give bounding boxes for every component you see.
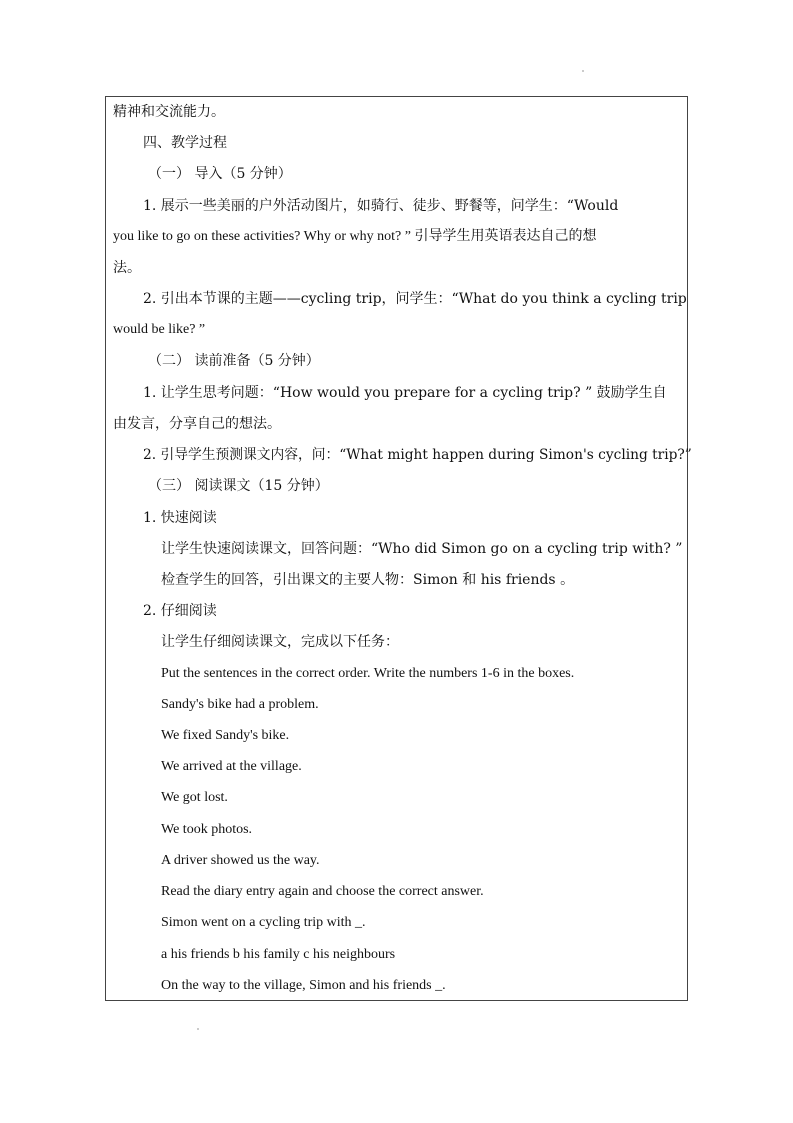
subheading-careful-reading: 2. 仔细阅读 <box>143 603 217 619</box>
subheading-lead-in: （一） 导入（5 分钟） <box>148 166 292 182</box>
text-line-11: 由发言，分享自己的想法。 <box>113 416 281 432</box>
task-sentence-4: We got lost. <box>161 790 228 805</box>
task-sentence-2: We fixed Sandy's bike. <box>161 728 290 743</box>
text-line-10: 1. 让学生思考问题：“How would you prepare for a cycling trip? ” 鼓励学生自 <box>143 385 667 401</box>
subheading-reading: （三） 阅读课文（15 分钟） <box>148 478 329 494</box>
task-sentence-5: We took photos. <box>161 822 253 837</box>
text-line-18: 让学生仔细阅读课文，完成以下任务： <box>161 634 399 650</box>
text-line-16: 检查学生的回答，引出课文的主要人物：Simon 和 his friends 。 <box>161 572 575 588</box>
text-line-5: you like to go on these activities? Why or why not? ” 引导学生用英语表达自己的想 <box>113 229 597 244</box>
text-line-6: 法。 <box>113 260 141 276</box>
subheading-fast-reading: 1. 快速阅读 <box>143 510 217 526</box>
task-instruction-order: Put the sentences in the correct order. Write the numbers 1-6 in the boxes. <box>161 666 575 681</box>
scan-speck <box>582 70 584 72</box>
text-line-4: 1. 展示一些美丽的户外活动图片，如骑行、徒步、野餐等，问学生：“Would <box>143 198 619 214</box>
text-line-15: 让学生快速阅读课文，回答问题：“Who did Simon go on a cycling trip with? ” <box>161 541 683 557</box>
question-2: On the way to the village, Simon and his friends _. <box>161 978 446 993</box>
task-sentence-1: Sandy's bike had a problem. <box>161 697 319 712</box>
text-line-8: would be like? ” <box>113 322 206 337</box>
task-sentence-6: A driver showed us the way. <box>161 853 320 868</box>
section-heading-teaching-process: 四、教学过程 <box>143 135 227 151</box>
question-1: Simon went on a cycling trip with _. <box>161 915 366 930</box>
subheading-pre-reading: （二） 读前准备（5 分钟） <box>148 353 320 369</box>
task-sentence-3: We arrived at the village. <box>161 759 302 774</box>
text-line-7: 2. 引出本节课的主题——cycling trip，问学生：“What do you think a cycling trip <box>143 291 687 307</box>
question-1-options: a his friends b his family c his neighbours <box>161 947 396 962</box>
scan-speck <box>197 1028 199 1030</box>
text-line-12: 2. 引导学生预测课文内容，问：“What might happen during Simon's cycling trip?” <box>143 447 692 463</box>
text-line-1: 精神和交流能力。 <box>113 104 225 120</box>
task-instruction-choose: Read the diary entry again and choose the correct answer. <box>161 884 484 899</box>
